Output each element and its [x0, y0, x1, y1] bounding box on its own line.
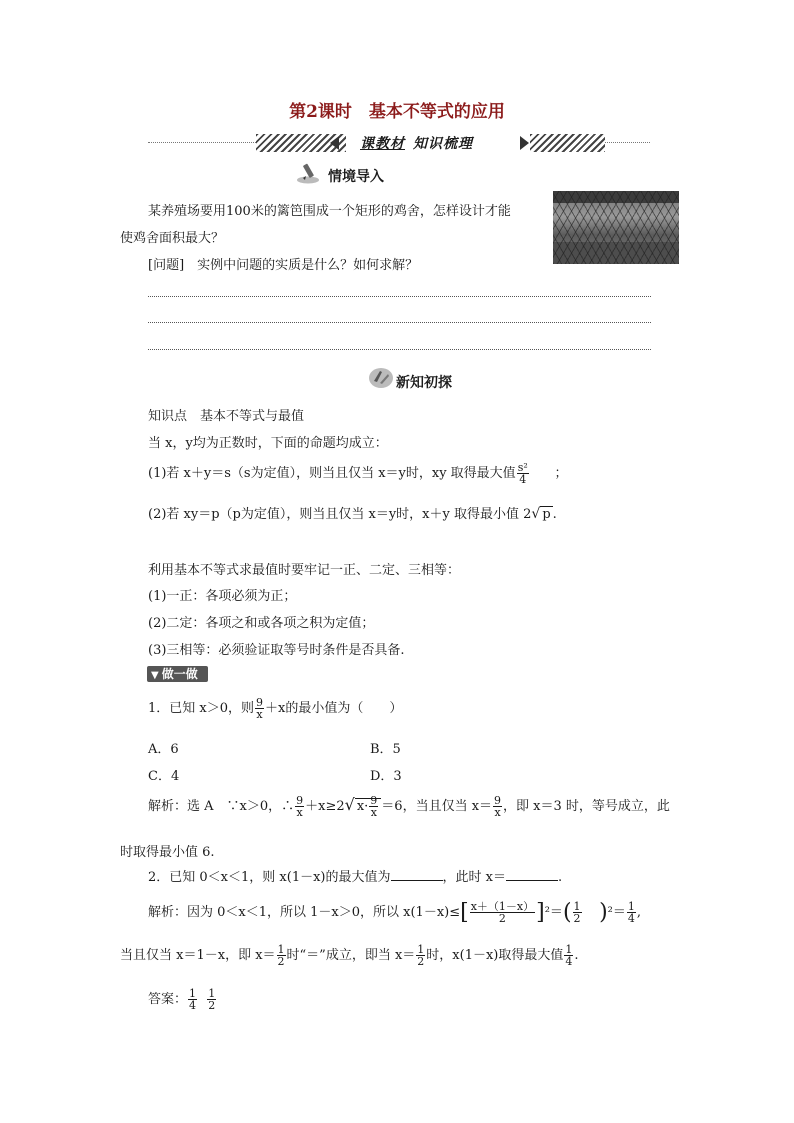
q1-option-a: A．6	[148, 742, 179, 757]
frac-den: 4	[627, 912, 635, 925]
q2-sol-half	[573, 901, 582, 924]
frac-den: 2	[208, 999, 216, 1012]
banner-arrow-right-icon	[520, 136, 529, 150]
q2-stem-b: ，此时 x＝	[442, 870, 506, 885]
max-value-fraction	[517, 462, 529, 485]
banner-stripes-right	[530, 134, 605, 152]
answer-1	[188, 988, 197, 1011]
proposition-1-text: (1)若 x＋y＝s（s为定值），则当且仅当 x＝y时，xy 取得最大值	[148, 466, 516, 481]
frac-den: 2	[417, 955, 425, 968]
answer-2	[207, 988, 216, 1011]
book-icon	[368, 365, 394, 393]
frac-num: 9	[370, 794, 378, 807]
practice-badge-label: 做一做	[161, 667, 198, 681]
q2-solution-line1: 解析：因为 0＜x＜1，所以 1－x＞0，所以 x(1－x)≤[ $\frac{x+(1-x)}{2}$ ]²＝( $\frac{1}{2}$ )²＝ $\frac{1}{4}$ ,	[148, 900, 642, 925]
frac-den: 2	[277, 955, 285, 968]
q1-sol-c: ＝6，当且仅当 x＝	[381, 799, 493, 814]
q2-sol-a: 解析：因为 0＜x＜1，所以 1－x＞0，所以 x(1－x)≤	[148, 905, 461, 920]
intro-question: [问题] 实例中问题的实质是什么？如何求解？	[148, 258, 419, 273]
chevron-down-icon: ▼	[151, 670, 159, 681]
intro-para-line1: 某养殖场要用100米的篱笆围成一个矩形的鸡舍，怎样设计才能	[148, 204, 511, 219]
banner-arrow-left-icon	[330, 136, 339, 150]
frac-num: 1	[277, 943, 285, 956]
q2-sol-fraction	[470, 901, 535, 924]
practice-badge	[147, 666, 208, 682]
q2-blank-1[interactable]	[391, 868, 443, 881]
pen-icon	[296, 162, 324, 188]
frac-num: 1	[627, 900, 635, 913]
q2-sol2-a: 当且仅当 x＝1－x，即 x＝	[120, 948, 276, 963]
answer-line-3	[148, 349, 651, 350]
proposition-1	[148, 462, 568, 485]
q2-sol-b: ²＝	[544, 905, 563, 920]
condition-text: 当 x，y均为正数时，下面的命题均成立：	[148, 436, 388, 451]
q1-option-b: B．5	[370, 742, 401, 757]
q1-option-c: C．4	[148, 769, 180, 784]
banner-dotted-right	[605, 142, 650, 143]
frac-num: s²	[517, 461, 528, 474]
proposition-2-text: (2)若 xy＝p（p为定值），则当且仅当 x＝y时，x＋y 取得最小值 2	[148, 507, 532, 522]
frac-den: 2	[498, 912, 506, 925]
tip-intro: 利用基本不等式求最值时要牢记一正、二定、三相等：	[148, 563, 461, 578]
q1-solution-line2: 时取得最小值 6.	[120, 845, 215, 860]
q2-blank-2[interactable]	[506, 868, 558, 881]
banner-left-text: 课教材	[360, 136, 405, 152]
newknow-heading: 新知初探	[396, 375, 452, 391]
q2-stem-a: 2．已知 0＜x＜1，则 x(1－x)的最大值为	[148, 870, 391, 885]
frac-den: 4	[519, 473, 527, 486]
q1-sol-sqrt-fraction	[369, 795, 378, 818]
q1-sol-d: ，即 x＝3 时，等号成立，此	[503, 799, 670, 814]
q2-answer	[148, 988, 217, 1011]
q1-solution-line1: 解析：选 A ∵x＞0，∴ $\frac{9}{x}$ ＋x≥2√ x· $\frac{9}{x}$ ＝6，当且仅当 x＝ $\frac{9}{x}$ ，即 x＝3 时，等号成立，此	[148, 794, 670, 819]
q2-sol2-half-2	[416, 944, 425, 967]
q2-sol-quarter	[627, 901, 636, 924]
proposition-1-tail: ；	[554, 466, 568, 481]
page-title: 第2课时 基本不等式的应用	[289, 102, 505, 122]
intro-para-line2: 使鸡舍面积最大？	[120, 231, 225, 246]
q1-sol-sqrt	[355, 794, 381, 819]
q2-sol-c: ²＝	[607, 905, 626, 920]
q2-sol2-d: .	[574, 948, 579, 963]
intro-heading: 情境导入	[328, 169, 384, 185]
frac-den: x	[370, 806, 377, 819]
question-1-stem	[148, 697, 402, 720]
frac-den: 4	[189, 999, 197, 1012]
q2-sol2-b: 时“＝”成立，即当 x＝	[286, 948, 416, 963]
banner-right-text: 知识梳理	[413, 136, 473, 152]
frac-num: 9	[296, 794, 304, 807]
frac-num: 1	[565, 943, 573, 956]
answer-label: 答案：	[148, 992, 188, 1007]
frac-num: 9	[256, 696, 264, 709]
q2-solution-line2	[120, 944, 579, 967]
frac-den: x	[256, 708, 263, 721]
frac-num: 1	[189, 987, 197, 1000]
q1-sol-b: ＋x≥2	[305, 799, 345, 814]
frac-num: 1	[417, 943, 425, 956]
tip-1: (1)一正：各项必须为正；	[148, 589, 297, 604]
frac-den: 2	[573, 912, 581, 925]
q1-stem-a: 1．已知 x＞0，则	[148, 701, 255, 716]
q1-sol-sqrt-a: x·	[356, 799, 369, 814]
frac-den: x	[296, 806, 303, 819]
q1-sol-fraction-2	[493, 795, 502, 818]
sqrt-p: p	[542, 507, 551, 522]
q1-option-d: D．3	[370, 769, 402, 784]
frac-num: 1	[208, 987, 216, 1000]
answer-line-2	[148, 322, 651, 323]
knowledge-point-title: 知识点 基本不等式与最值	[148, 409, 305, 424]
q2-sol2-c: 时，x(1－x)取得最大值	[426, 948, 564, 963]
frac-num: 1	[573, 900, 581, 913]
tip-3: (3)三相等：必须验证取等号时条件是否具备.	[148, 643, 405, 658]
frac-den: x	[494, 806, 501, 819]
proposition-2: (2)若 xy＝p（p为定值），则当且仅当 x＝y时，x＋y 取得最小值 2√ p .	[148, 506, 557, 522]
q1-sol-fraction	[295, 795, 304, 818]
answer-line-1	[148, 296, 651, 297]
q2-stem-c: .	[557, 870, 563, 885]
banner-label	[360, 133, 473, 153]
tip-2: (2)二定：各项之和或各项之积为定值；	[148, 616, 375, 631]
question-2-stem	[148, 866, 562, 885]
q2-sol2-quarter	[564, 944, 573, 967]
q2-sol2-half-1	[277, 944, 286, 967]
q1-fraction	[255, 697, 264, 720]
frac-num: x＋（1－x）	[470, 900, 535, 913]
q1-sol-a: 解析：选 A ∵x＞0，∴	[148, 799, 295, 814]
proposition-2-tail: .	[552, 507, 557, 522]
frac-num: 9	[494, 794, 502, 807]
q1-stem-b: ＋x的最小值为（ ）	[265, 701, 403, 716]
frac-den: 4	[565, 955, 573, 968]
q2-sol-d: ,	[636, 905, 642, 920]
banner-dotted-left	[148, 142, 256, 143]
chicken-coop-photo	[553, 191, 679, 264]
